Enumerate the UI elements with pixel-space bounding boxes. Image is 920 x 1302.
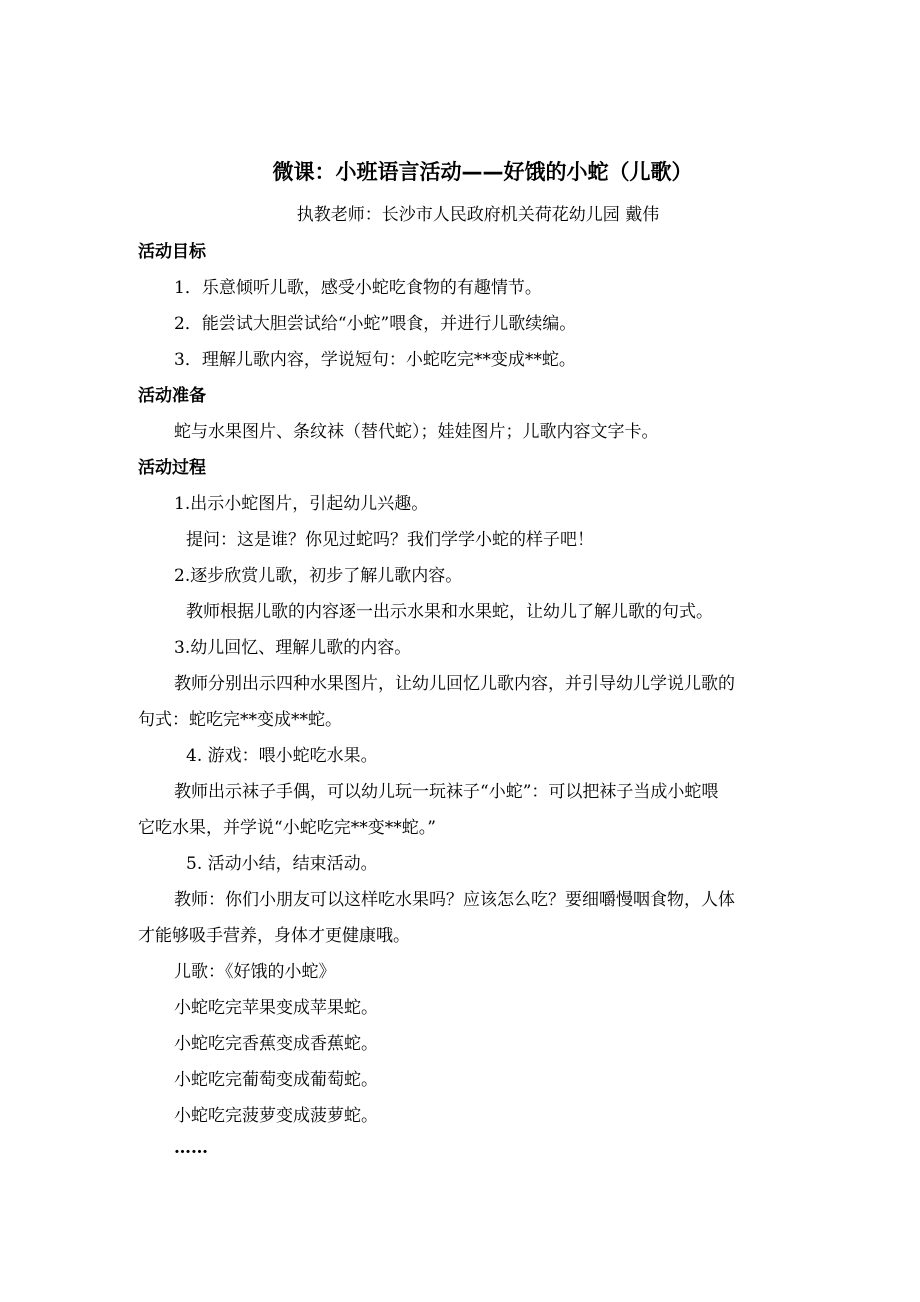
process-detail: 教师分别出示四种水果图片，让幼儿回忆儿歌内容，并引导幼儿学说儿歌的 [174, 674, 735, 694]
process-detail: 教师出示袜子手偶，可以幼儿玩一玩袜子“小蛇”：可以把袜子当成小蛇喂 [174, 782, 719, 802]
goals-heading: 活动目标 [138, 242, 206, 262]
author-line: 执教老师：长沙市人民政府机关荷花幼儿园 戴伟 [296, 205, 660, 225]
song-line: 小蛇吃完葡萄变成葡萄蛇。 [174, 1070, 378, 1090]
prep-text: 蛇与水果图片、条纹袜（替代蛇）；娃娃图片；儿歌内容文字卡。 [174, 422, 659, 442]
goal-item: 2．能尝试大胆尝试给“小蛇”喂食，并进行儿歌续编。 [174, 314, 577, 334]
process-heading: 活动过程 [138, 458, 206, 478]
process-detail: 才能够吸手营养，身体才更健康哦。 [138, 926, 410, 946]
song-title: 儿歌：《好饿的小蛇》 [174, 962, 336, 982]
song-line: 小蛇吃完香蕉变成香蕉蛇。 [174, 1034, 378, 1054]
document-title: 微课：小班语言活动——好饿的小蛇（儿歌） [272, 160, 693, 184]
process-detail: 它吃水果，并学说“小蛇吃完**变**蛇。” [138, 818, 436, 838]
goal-item: 1．乐意倾听儿歌，感受小蛇吃食物的有趣情节。 [174, 278, 542, 298]
goal-item: 3．理解儿歌内容，学说短句：小蛇吃完**变成**蛇。 [174, 350, 576, 370]
process-step: 3.幼儿回忆、理解儿歌的内容。 [174, 638, 412, 658]
song-line: 小蛇吃完苹果变成苹果蛇。 [174, 998, 378, 1018]
song-line: 小蛇吃完菠萝变成菠萝蛇。 [174, 1106, 378, 1126]
process-step: 5. 活动小结，结束活动。 [186, 854, 378, 874]
song-ellipsis: …… [174, 1138, 208, 1158]
process-detail: 句式：蛇吃完**变成**蛇。 [138, 710, 342, 730]
prep-heading: 活动准备 [138, 386, 206, 406]
process-detail: 教师：你们小朋友可以这样吃水果吗？应该怎么吃？要细嚼慢咽食物，人体 [174, 890, 735, 910]
process-step: 1.出示小蛇图片，引起幼儿兴趣。 [174, 494, 429, 514]
process-step: 2.逐步欣赏儿歌，初步了解儿歌内容。 [174, 566, 463, 586]
process-detail: 提问：这是谁？你见过蛇吗？我们学学小蛇的样子吧！ [186, 530, 594, 550]
process-step: 4. 游戏：喂小蛇吃水果。 [186, 746, 378, 766]
process-detail: 教师根据儿歌的内容逐一出示水果和水果蛇，让幼儿了解儿歌的句式。 [186, 602, 713, 622]
